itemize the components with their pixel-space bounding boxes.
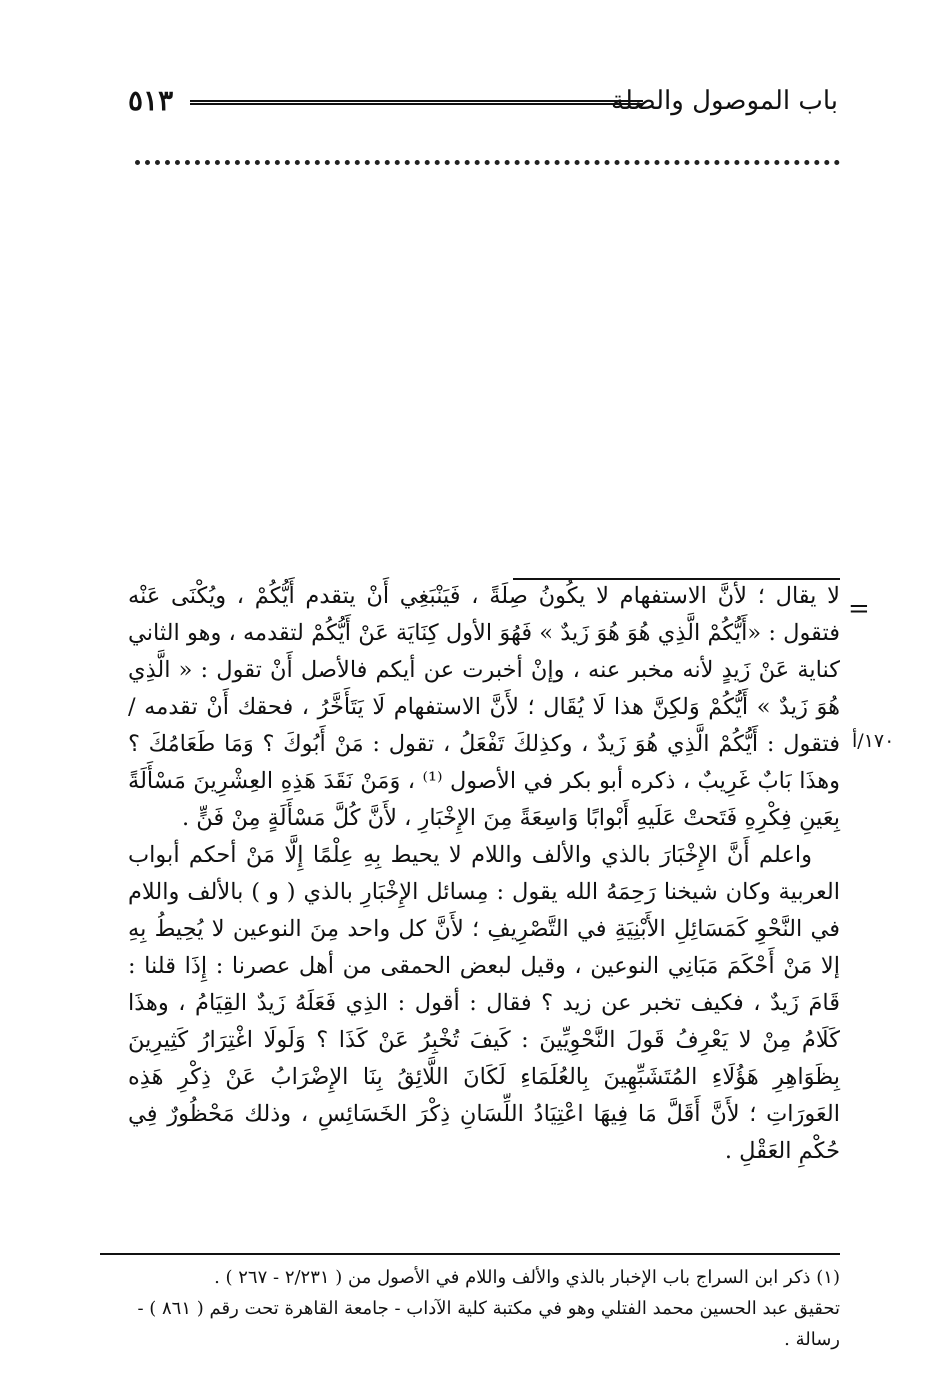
- chapter-title: باب الموصول والصلة: [611, 86, 838, 116]
- dotted-separator: [135, 160, 840, 165]
- running-header: [128, 84, 838, 124]
- main-text: [128, 578, 840, 1170]
- page-number: ٥١٣: [128, 84, 174, 117]
- footnote-line: (١) ذكر ابن السراج باب الإخبار بالذي والألف واللام في الأصول من ( ٢/٢٣١ - ٢٦٧ ) .: [214, 1267, 840, 1288]
- folio-marker: ١٧٠/أ: [852, 730, 895, 752]
- footnotes: [128, 1262, 840, 1355]
- paragraph: واعلم أَنَّ الإِخْبَارَ بالذي والألف واللام لا يحيط بِهِ عِلْمًا إِلَّا مَنْ أحكم أبواب العربية وكان شيخنا رَحِمَهُ الله يقول : مِسائل الإِخْبَارِ بالذي ( و ) بالألف واللام في النَّحْوِ كَمَسَائِلِ الأَبْنِيَةِ في التَّصْرِيفِ ؛ لأَنَّ كل واحد مِنَ النوعين لا يُحِيطُ بِهِ إلا مَنْ أَحْكَمَ مَبَانِي النوعين ، وقيل لبعض الحمقى من أهل عصرنا : إِذَا قلنا : قَامَ زَيدٌ ، فكيف تخبر عن زيد ؟ فقال : أقول : الذِي فَعَلَهُ زَيدٌ القِيَامُ ، وهذَا كَلَامُ مِنْ لا يَعْرِفُ قَولَ النَّحْوِيِّينَ : كَيفَ تُخْبِرُ عَنْ كَذَا ؟ وَلَولَا اغْتِرَارُ كَثِيرِينَ بِظَوَاهِرِ هَؤُلَاءِ المُتَشَبِّهِينَ بِالعُلَمَاءِ لَكَانَ اللَّائِقُ بِنَا الإِضْرَابُ عَنْ ذِكْرِ هَذِه العَورَاتِ ؛ لأَنَّ أَقَلَّ مَا فِيهَا اعْتِيَادُ اللِّسَانِ ذِكْرَ الخَسَائِسِ ، وذلك مَحْظُورٌ فِي حُكْمِ العَقْلِ .: [128, 842, 840, 1164]
- paragraph-continued: لا يقال ؛ لأنَّ الاستفهام لا يكُونُ صِلَةً ، فَيَنْبَغِي أَنْ يتقدم أَيُّكُمْ ، ويُكْنَى عَنْه فتقول : «أَيُّكُمْ الَّذِي هُوَ هُوَ زَيدٌ » فَهُوَ الأول كِنَايَة عَنْ أَيُّكُمْ لتقدمه ، وهو الثاني كناية عَنْ زَيدٍ لأنه مخبر عنه ، وإنْ أخبرت عن أيكم فالأصل أَنْ تقول : « الَّذِي هُوَ زَيدٌ » أَيُّكُمْ وَلكِنَّ هذا لَا يُقَال ؛ لأَنَّ الاستفهام لَا يَتَأَخَّرُ ، فحقك أَنْ تقدمه / فتقول : أَيُّكُمْ الَّذِي هُوَ زَيدٌ ، وكذِلكَ تَفْعَلُ ، تقول : مَنْ أَبُوكَ ؟ وَمَا طَعَامُكَ ؟ وهذَا بَابٌ غَرِيبٌ ، ذكره أبو بكر في الأصول ⁽¹⁾ ، وَمَنْ نَقَدَ هَذِهِ العِشْرِينَ مَسْأَلَةً بِعَينِ فِكْرِهِ فَتَحتْ عَلَيهِ أَبْوابًا وَاسِعَةً مِنَ الإِخْبَارِ ، لأَنَّ كُلَّ مَسْأَلَةٍ مِنْ فَنٍّ .: [128, 583, 840, 831]
- footnote-rule: [100, 1253, 840, 1255]
- continuation-mark: =: [848, 594, 870, 624]
- header-double-rule: [190, 100, 643, 105]
- footnote-line: تحقيق عبد الحسين محمد الفتلي وهو في مكتبة كلية الآداب - جامعة القاهرة تحت رقم ( ٨٦١ ) - رسالة .: [137, 1298, 840, 1350]
